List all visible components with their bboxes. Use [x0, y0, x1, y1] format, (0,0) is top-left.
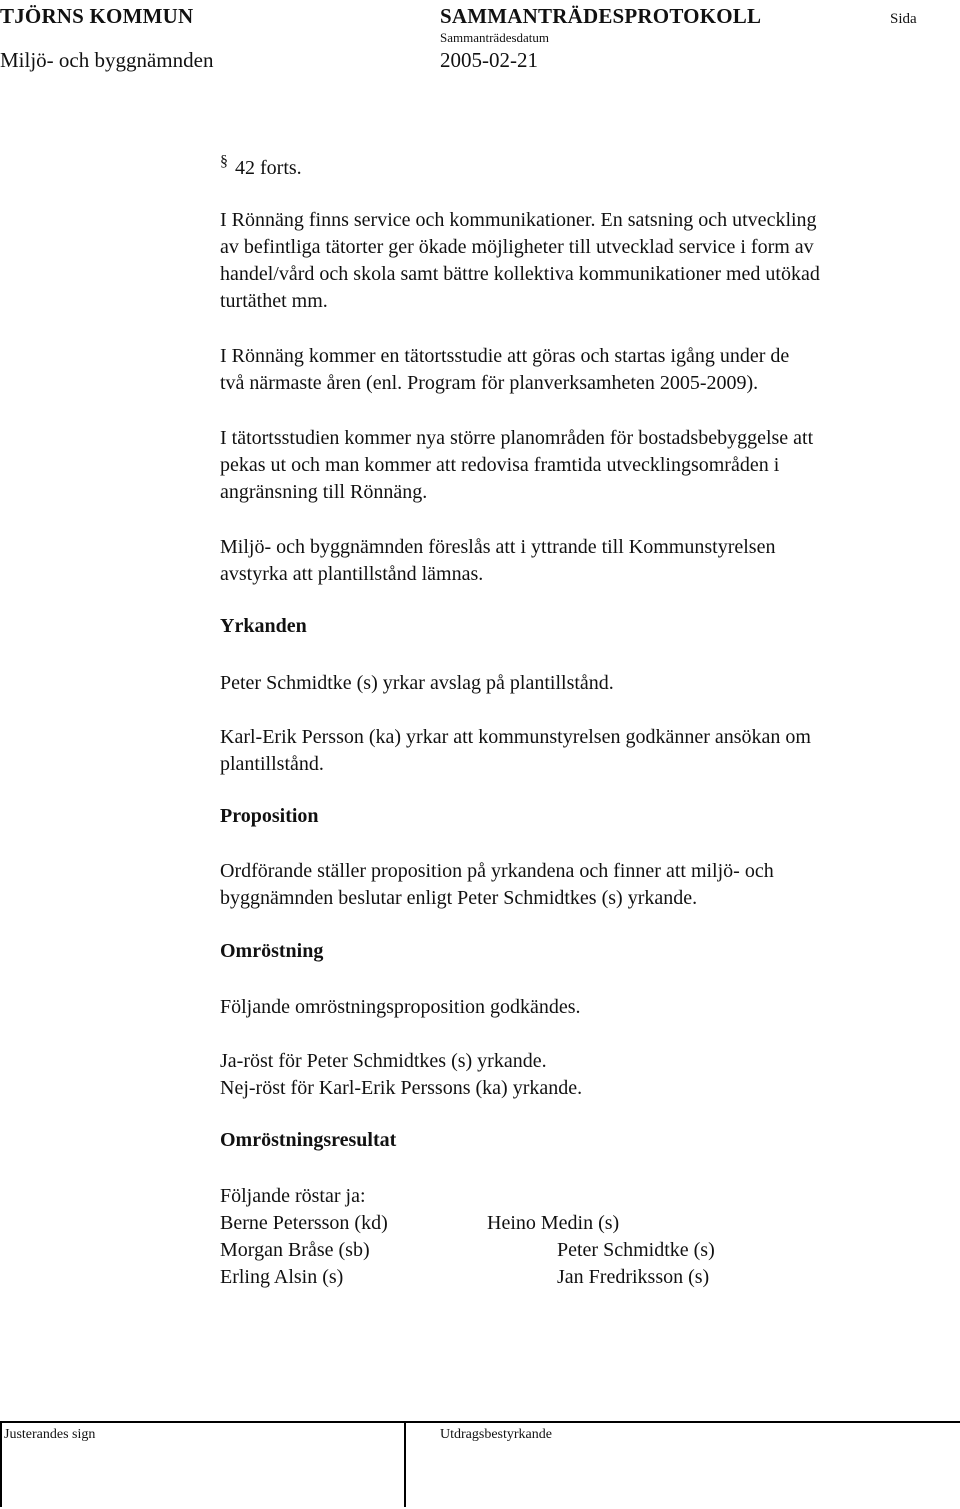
voter-right-2: Peter Schmidtke (s) [557, 1239, 715, 1261]
voter-left-1: Berne Petersson (kd) [220, 1212, 388, 1234]
resultat-intro [220, 1183, 920, 1210]
voter-right-3: Jan Fredriksson (s) [557, 1266, 710, 1288]
date-label: Sammanträdesdatum [440, 30, 550, 45]
text-line: pekas ut och man kommer att redovisa framtida utvecklingsområden i [220, 454, 780, 476]
footer-sign-label: Justerandes sign [4, 1427, 96, 1442]
heading-yrkanden: Yrkanden [220, 615, 307, 637]
omrostning-text [220, 994, 920, 1021]
voter-left-2: Morgan Bråse (sb) [220, 1239, 370, 1261]
nej-rost-line: Nej-röst för Karl-Erik Perssons (ka) yrkande. [220, 1077, 583, 1099]
section-number [220, 155, 302, 183]
text-line: av befintliga tätorter ger ökade möjligheter till utvecklad service i form av [220, 236, 814, 258]
text-line: Peter Schmidtke (s) yrkar avslag på plantillstånd. [220, 672, 614, 694]
paragraph-tatortsstudie [220, 343, 920, 397]
footer-divider [0, 1421, 960, 1423]
text-line: Följande omröstningsproposition godkändes. [220, 996, 581, 1018]
omrostning-propositions [220, 1048, 920, 1102]
heading-proposition: Proposition [220, 805, 319, 827]
text-line: Ordförande ställer proposition på yrkandena och finner att miljö- och [220, 860, 774, 882]
text-line: I Rönnäng kommer en tätortsstudie att göras och startas igång under de [220, 345, 790, 367]
text-line: två närmaste åren (enl. Program för planverksamheten 2005-2009). [220, 372, 759, 394]
text-line: Karl-Erik Persson (ka) yrkar att kommunstyrelsen godkänner ansökan om [220, 726, 811, 748]
page-label: Sida [890, 11, 917, 27]
document-type: SAMMANTRÄDESPROTOKOLL [440, 4, 762, 28]
paragraph-service [220, 207, 920, 315]
yrkande-persson [220, 724, 920, 778]
text-line: handel/vård och skola samt bättre kollektiva kommunikationer med utökad [220, 263, 820, 285]
voter-right-1: Heino Medin (s) [487, 1212, 620, 1234]
text-line: I tätortsstudien kommer nya större planområden för bostadsbebyggelse att [220, 427, 814, 449]
proposition-text [220, 858, 920, 912]
yrkande-schmidtke [220, 670, 920, 697]
text-line: Följande röstar ja: [220, 1185, 366, 1207]
meeting-date: 2005-02-21 [440, 48, 538, 72]
paragraph-planomraden [220, 425, 920, 506]
text-line: I Rönnäng finns service och kommunikationer. En satsning och utveckling [220, 209, 817, 231]
footer-column-divider [404, 1421, 406, 1507]
heading-omrostningsresultat: Omröstningsresultat [220, 1129, 397, 1151]
paragraph-forslag [220, 534, 920, 588]
ja-rost-line: Ja-röst för Peter Schmidtkes (s) yrkande. [220, 1050, 547, 1072]
section-symbol: § [220, 153, 228, 170]
text-line: byggnämnden beslutar enligt Peter Schmidtkes (s) yrkande. [220, 887, 698, 909]
text-line: angränsning till Rönnäng. [220, 481, 428, 503]
committee-name: Miljö- och byggnämnden [0, 48, 214, 72]
heading-omrostning: Omröstning [220, 940, 324, 962]
text-line: plantillstånd. [220, 753, 324, 775]
municipality-name: TJÖRNS KOMMUN [0, 4, 194, 28]
voter-left-3: Erling Alsin (s) [220, 1266, 344, 1288]
text-line: Miljö- och byggnämnden föreslås att i yttrande till Kommunstyrelsen [220, 536, 776, 558]
text-line: avstyrka att plantillstånd lämnas. [220, 563, 484, 585]
section-label: 42 forts. [235, 157, 302, 179]
footer-left-border [0, 1421, 2, 1507]
text-line: turtäthet mm. [220, 290, 328, 312]
footer-extract-label: Utdragsbestyrkande [440, 1427, 552, 1442]
